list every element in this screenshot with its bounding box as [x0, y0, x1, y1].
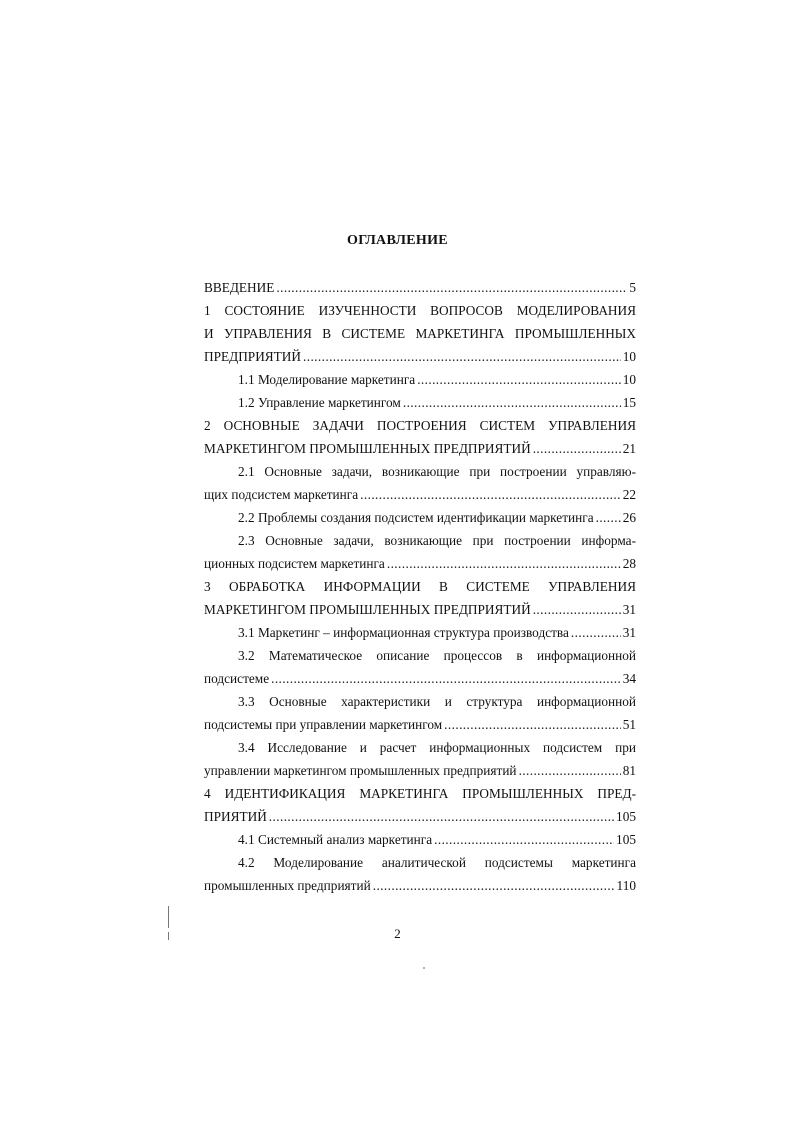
toc-entry-line[interactable] — [204, 529, 636, 552]
toc-entry-text: МАРКЕТИНГОМ ПРОМЫШЛЕННЫХ ПРЕДПРИЯТИЙ — [204, 441, 531, 456]
toc-entry-text: 3.2 Математическое описание процессов в информационной — [238, 648, 636, 663]
toc-entry[interactable] — [204, 552, 636, 575]
page-title: ОГЛАВЛЕНИЕ — [347, 233, 448, 248]
toc-entry-line[interactable] — [204, 299, 636, 322]
toc-entry-line[interactable] — [204, 690, 636, 713]
toc-entry[interactable] — [204, 667, 636, 690]
toc-entry-text: 2.2 Проблемы создания подсистем идентификации маркетинга — [238, 510, 594, 525]
toc-entry-text: 3.3 Основные характеристики и структура информационной — [238, 694, 636, 709]
toc-entry-text: подсистеме — [204, 671, 270, 686]
toc-entry-text: 3.4 Исследование и расчет информационных подсистем при — [238, 740, 636, 755]
toc-page-number: 22 — [622, 487, 636, 502]
toc-entry[interactable] — [204, 345, 636, 368]
toc-entry-text: МАРКЕТИНГОМ ПРОМЫШЛЕННЫХ ПРЕДПРИЯТИЙ — [204, 602, 531, 617]
toc-entry[interactable] — [204, 759, 636, 782]
toc-entry[interactable] — [204, 805, 636, 828]
toc-entry[interactable] — [204, 276, 636, 299]
toc-entry-text: 4 ИДЕНТИФИКАЦИЯ МАРКЕТИНГА ПРОМЫШЛЕННЫХ ПРЕД- — [204, 786, 636, 801]
toc-entry-line[interactable] — [204, 322, 636, 345]
toc-page-number: 110 — [616, 878, 636, 893]
leader-dots — [373, 874, 615, 897]
toc-entry[interactable] — [204, 874, 636, 897]
toc-page-number: 31 — [622, 625, 636, 640]
leader-dots — [303, 345, 621, 368]
scan-artifact-speck — [423, 967, 425, 969]
leader-dots — [387, 552, 621, 575]
toc-entry[interactable] — [204, 828, 636, 851]
toc-entry-text: 2.3 Основные задачи, возникающие при построении информа- — [238, 533, 636, 548]
toc-entry-text: 2.1 Основные задачи, возникающие при построении управляю- — [238, 464, 636, 479]
toc-entry[interactable] — [204, 391, 636, 414]
toc-entry-line[interactable] — [204, 575, 636, 598]
toc-entry-text: 1.2 Управление маркетингом — [238, 395, 401, 410]
toc-page-number: 31 — [622, 602, 636, 617]
toc-entry-text: подсистемы при управлении маркетингом — [204, 717, 443, 732]
toc-entry-text: ВВЕДЕНИЕ — [204, 280, 275, 295]
toc-entry-line[interactable] — [204, 644, 636, 667]
leader-dots — [533, 437, 621, 460]
toc-entry-line[interactable] — [204, 460, 636, 483]
toc-entry-text: промышленных предприятий — [204, 878, 371, 893]
toc-page-number: 21 — [622, 441, 636, 456]
toc-page-number: 105 — [616, 832, 636, 847]
toc-page-number: 51 — [622, 717, 636, 732]
leader-dots — [596, 506, 621, 529]
toc-entry[interactable] — [204, 368, 636, 391]
toc-entry-text: 3 ОБРАБОТКА ИНФОРМАЦИИ В СИСТЕМЕ УПРАВЛЕНИЯ — [204, 579, 636, 594]
toc-entry-text: ПРЕДПРИЯТИЙ — [204, 349, 301, 364]
toc-entry-text: 4.1 Системный анализ маркетинга — [238, 832, 433, 847]
toc-page-number: 81 — [622, 763, 636, 778]
toc-entry[interactable] — [204, 713, 636, 736]
toc-page-number: 34 — [622, 671, 636, 686]
toc-entry[interactable] — [204, 506, 636, 529]
leader-dots — [444, 713, 621, 736]
leader-dots — [269, 805, 614, 828]
leader-dots — [403, 391, 621, 414]
toc-entry[interactable] — [204, 483, 636, 506]
table-of-contents — [204, 276, 636, 897]
toc-entry[interactable] — [204, 437, 636, 460]
toc-entry-text: ПРИЯТИЙ — [204, 809, 267, 824]
toc-entry-text: 3.1 Маркетинг – информационная структура производства — [238, 625, 569, 640]
page-number: 2 — [394, 926, 401, 941]
toc-entry-text: 1 СОСТОЯНИЕ ИЗУЧЕННОСТИ ВОПРОСОВ МОДЕЛИРОВАНИЯ — [204, 303, 636, 318]
leader-dots — [571, 621, 621, 644]
leader-dots — [276, 276, 627, 299]
toc-entry[interactable] — [204, 598, 636, 621]
toc-entry-text: управлении маркетингом промышленных предприятий — [204, 763, 517, 778]
toc-entry-line[interactable] — [204, 414, 636, 437]
leader-dots — [271, 667, 621, 690]
toc-page-number: 15 — [622, 395, 636, 410]
toc-page-number: 105 — [616, 809, 636, 824]
toc-entry-text: И УПРАВЛЕНИЯ В СИСТЕМЕ МАРКЕТИНГА ПРОМЫШЛЕННЫХ — [204, 326, 636, 341]
toc-entry-line[interactable] — [204, 736, 636, 759]
toc-page-number: 28 — [622, 556, 636, 571]
leader-dots — [434, 828, 614, 851]
toc-entry-text: 4.2 Моделирование аналитической подсистемы маркетинга — [238, 855, 636, 870]
leader-dots — [360, 483, 621, 506]
toc-entry-text: 1.1 Моделирование маркетинга — [238, 372, 416, 387]
toc-entry-text: 2 ОСНОВНЫЕ ЗАДАЧИ ПОСТРОЕНИЯ СИСТЕМ УПРАВЛЕНИЯ — [204, 418, 636, 433]
leader-dots — [533, 598, 621, 621]
toc-page-number: 10 — [622, 372, 636, 387]
toc-page-number: 26 — [622, 510, 636, 525]
toc-entry-line[interactable] — [204, 782, 636, 805]
scan-artifact-mark — [168, 906, 169, 928]
leader-dots — [417, 368, 621, 391]
toc-page-number: 5 — [629, 280, 636, 295]
toc-entry-text: щих подсистем маркетинга — [204, 487, 359, 502]
toc-entry-line[interactable] — [204, 851, 636, 874]
leader-dots — [519, 759, 621, 782]
toc-entry-text: ционных подсистем маркетинга — [204, 556, 385, 571]
toc-page-number: 10 — [622, 349, 636, 364]
toc-entry[interactable] — [204, 621, 636, 644]
